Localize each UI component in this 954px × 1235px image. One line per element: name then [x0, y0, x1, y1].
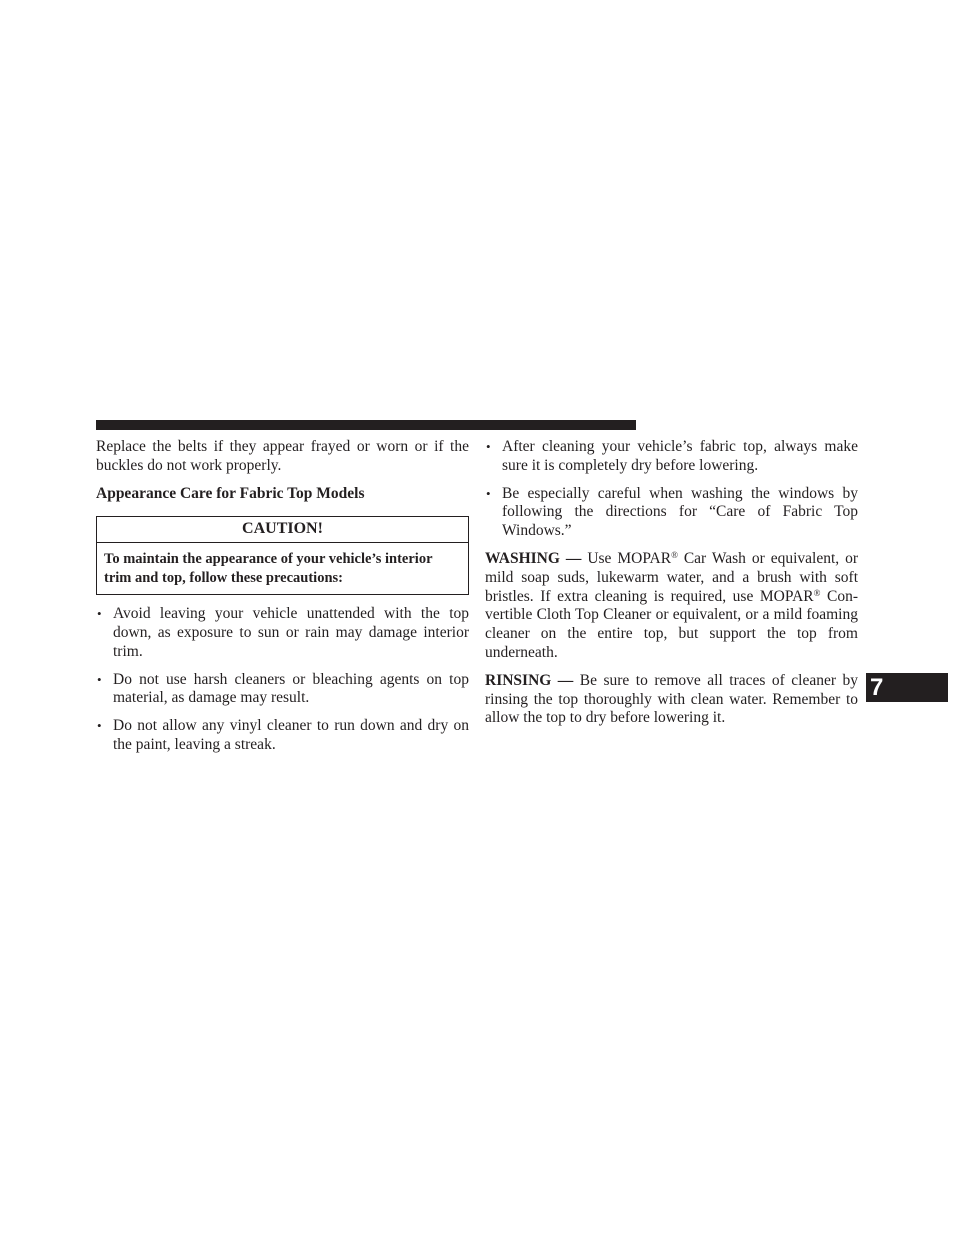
washing-paragraph: WASHING — Use MOPAR® Car Wash or equivalent, or mild soap suds, lukewarm water, and a brush with soft bristles. If extra cleaning is required, use MOPAR® Con-vertible Cloth Top Cleaner or equivalent, or a mild foaming cleaner on the entire top, but support the top from underneath.: [485, 549, 859, 661]
right-bullet-list: [485, 438, 858, 541]
section-heading: Appearance Care for Fabric Top Models: [96, 484, 365, 502]
caution-box: [96, 516, 469, 595]
list-item: • After cleaning your vehicle’s fabric top, always make sure it is completely dry before lowering.: [486, 438, 858, 474]
chapter-tab: 7: [866, 673, 948, 702]
bullet-icon: •: [97, 718, 102, 734]
rinsing-label: RINSING —: [485, 671, 574, 689]
registered-mark: ®: [813, 587, 821, 598]
bullet-icon: •: [97, 606, 102, 622]
left-column: [96, 438, 469, 764]
list-item: • Avoid leaving your vehicle unattended with the top down, as exposure to sun or rain may damage interior trim.: [97, 605, 469, 660]
bullet-icon: •: [486, 439, 491, 454]
bullet-icon: •: [486, 485, 491, 501]
intro-paragraph: Replace the belts if they appear frayed or worn or if the buckles do not work properly.: [96, 438, 469, 474]
list-item: • Be especially careful when washing the windows by following the directions for “Care of Fabric Top Windows.”: [486, 484, 858, 540]
washing-label: WASHING —: [485, 549, 582, 567]
caution-title: CAUTION!: [97, 517, 468, 543]
registered-mark: ®: [671, 549, 678, 560]
list-item: • Do not allow any vinyl cleaner to run down and dry on the paint, leaving a streak.: [97, 717, 469, 753]
bullet-icon: •: [97, 671, 102, 687]
left-bullet-list: [96, 605, 469, 755]
rinsing-paragraph: RINSING — Be sure to remove all traces of cleaner by rinsing the top thoroughly with clean water. Remember to allow the top to dry before lowering it.: [485, 671, 858, 727]
list-item: • Do not use harsh cleaners or bleaching agents on top material, as damage may result.: [97, 670, 469, 707]
caution-body: To maintain the appearance of your vehicle’s interior trim and top, follow these precautions:: [104, 551, 433, 586]
section-rule: [96, 420, 636, 430]
right-column: [485, 438, 858, 737]
